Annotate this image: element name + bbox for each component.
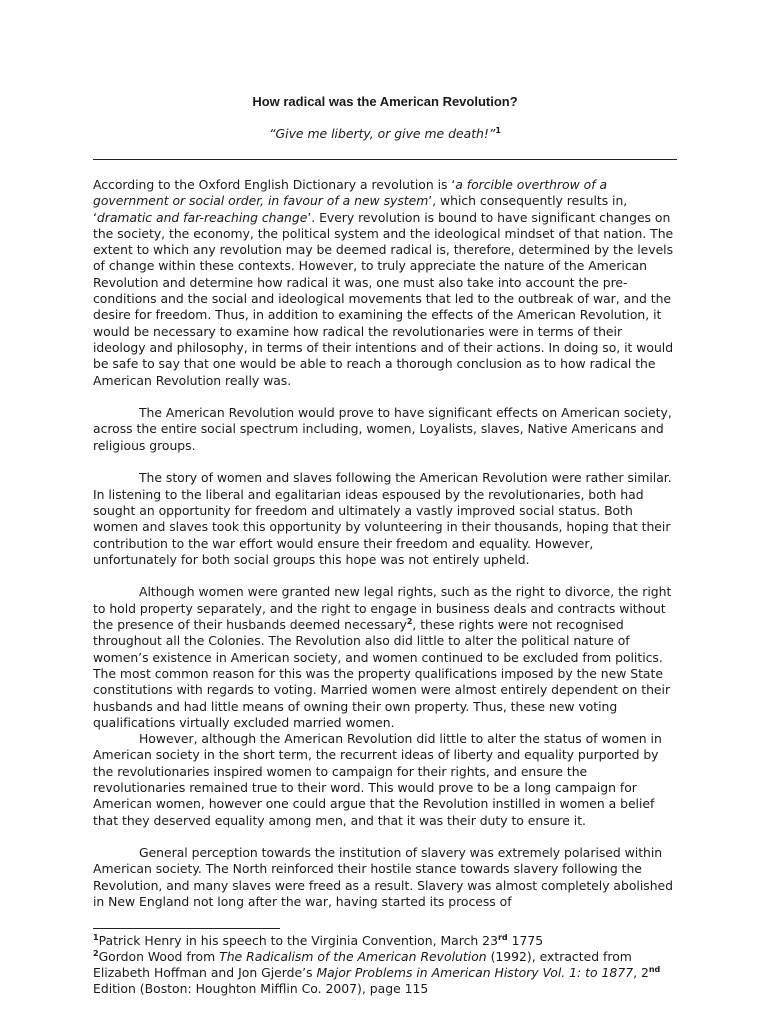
paragraph-4-text-b: , these rights were not recognised throughout all the Colonies. The Revolution also did little to alter the political nature of women’s existence in American society, and women continued to be excluded from politics. The most common reason for this was the property qualifications imposed by the new State constitutions with regards to voting. Married women were almost entirely dependent on their husbands and had little means of owning their own property. Thus, these new voting qualifications virtually excluded married women. [93,617,671,730]
paragraph-4-text-a: Although women were granted new legal rights, such as the right to divorce, the right to hold property separately, and the right to engage in business deals and contracts without the presence of their husbands deemed necessary [93,584,672,633]
footnote-2-text-a: Gordon Wood from [98,949,220,964]
footnote-2-ordinal: nd [648,964,661,974]
document-page [93,0,677,1024]
paragraph-3: The story of women and slaves following the American Revolution were rather similar. In listening to the liberal and egalitarian ideas espoused by the revolutionaries, both had sought an opportunity for freedom and ultimately a vastly improved social status. Both women and slaves took this opportunity by volunteering in their thousands, hoping that their contribution to the war effort would ensure their freedom and equality. However, unfortunately for both social groups this hope was not entirely upheld. [93,470,672,567]
footnote-2-book-title-2: Major Problems in American History Vol. 1: to 1877 [316,965,634,980]
paragraph-2: The American Revolution would prove to have significant effects on American society, across the entire social spectrum including, women, Loyalists, slaves, Native Americans and religious groups. [93,405,672,453]
footnote-divider [93,928,280,929]
footnote-2 [93,949,677,997]
paragraph-1-text-e: ’. Every revolution is bound to have significant changes on the society, the economy, the political system and the ideological mindset of that nation. The extent to which any revolution may be deemed radical is, therefore, determined by the levels of change within these contexts. However, to truly appreciate the nature of the American Revolution and determine how radical it was, one must also take into account the pre-conditions and the social and ideological movements that led to the outbreak of war, and the desire for freedom. Thus, in addition to examining the effects of the American Revolution, it would be necessary to examine how radical the revolutionaries were in terms of their ideology and philosophy, in terms of their intentions and of their actions. In doing so, it would be safe to say that one would be able to reach a thorough conclusion as to how radical the American Revolution really was. [93,209,674,388]
paragraph-1 [93,177,677,389]
footnote-1-text-b: 1775 [507,933,544,948]
definition-quote: a forcible overthrow of a government or social order, in favour of a new system [93,177,608,209]
epigraph-quote: “Give me liberty, or give me death!” [269,126,496,141]
document-title: How radical was the American Revolution? [252,94,518,109]
title-divider [93,159,677,160]
footnote-2-text-b: (1992), extracted from Elizabeth Hoffman and Jon Gjerde’s [93,949,632,980]
epigraph [93,126,677,142]
footnote-2-text-c: , 2 [633,965,649,980]
definition-result-quote: dramatic and far-reaching change [96,209,308,225]
footnote-ref-2[interactable]: 2 [406,616,413,626]
footnote-1-text-a: Patrick Henry in his speech to the Virginia Convention, March 23 [98,933,498,948]
paragraph-6: General perception towards the institution of slavery was extremely polarised within American society. The North reinforced their hostile stance towards slavery following the Revolution, and many slaves were freed as a result. Slavery was almost completely abolished in New England not long after the war, having started its process of [93,845,673,910]
paragraph-1-text-a: According to the Oxford English Dictionary a revolution is ‘ [93,177,456,192]
footnote-2-text-d: Edition (Boston: Houghton Mifflin Co. 2007), page 115 [93,981,429,996]
essay-body [93,177,677,910]
paragraph-4 [93,584,677,731]
paragraph-1-text-c: ’, which consequently results in, ‘ [93,193,628,225]
footnotes [93,933,677,997]
footnote-ref-1[interactable]: 1 [495,125,501,135]
footnote-1-ordinal: rd [497,932,508,942]
footnote-1-number: 1 [93,932,99,942]
footnote-2-book-title-1: The Radicalism of the American Revolution [219,949,487,964]
paragraph-5: However, although the American Revolution did little to alter the status of women in American society in the short term, the recurrent ideas of liberty and equality purported by the revolutionaries inspired women to campaign for their rights, and ensure the revolutionaries remained true to their word. This would prove to be a long campaign for American women, however one could argue that the Revolution instilled in women a belief that they deserved equality among men, and that it was their duty to ensure it. [93,731,662,828]
footnote-1 [93,933,677,949]
footnote-2-number: 2 [93,948,99,958]
